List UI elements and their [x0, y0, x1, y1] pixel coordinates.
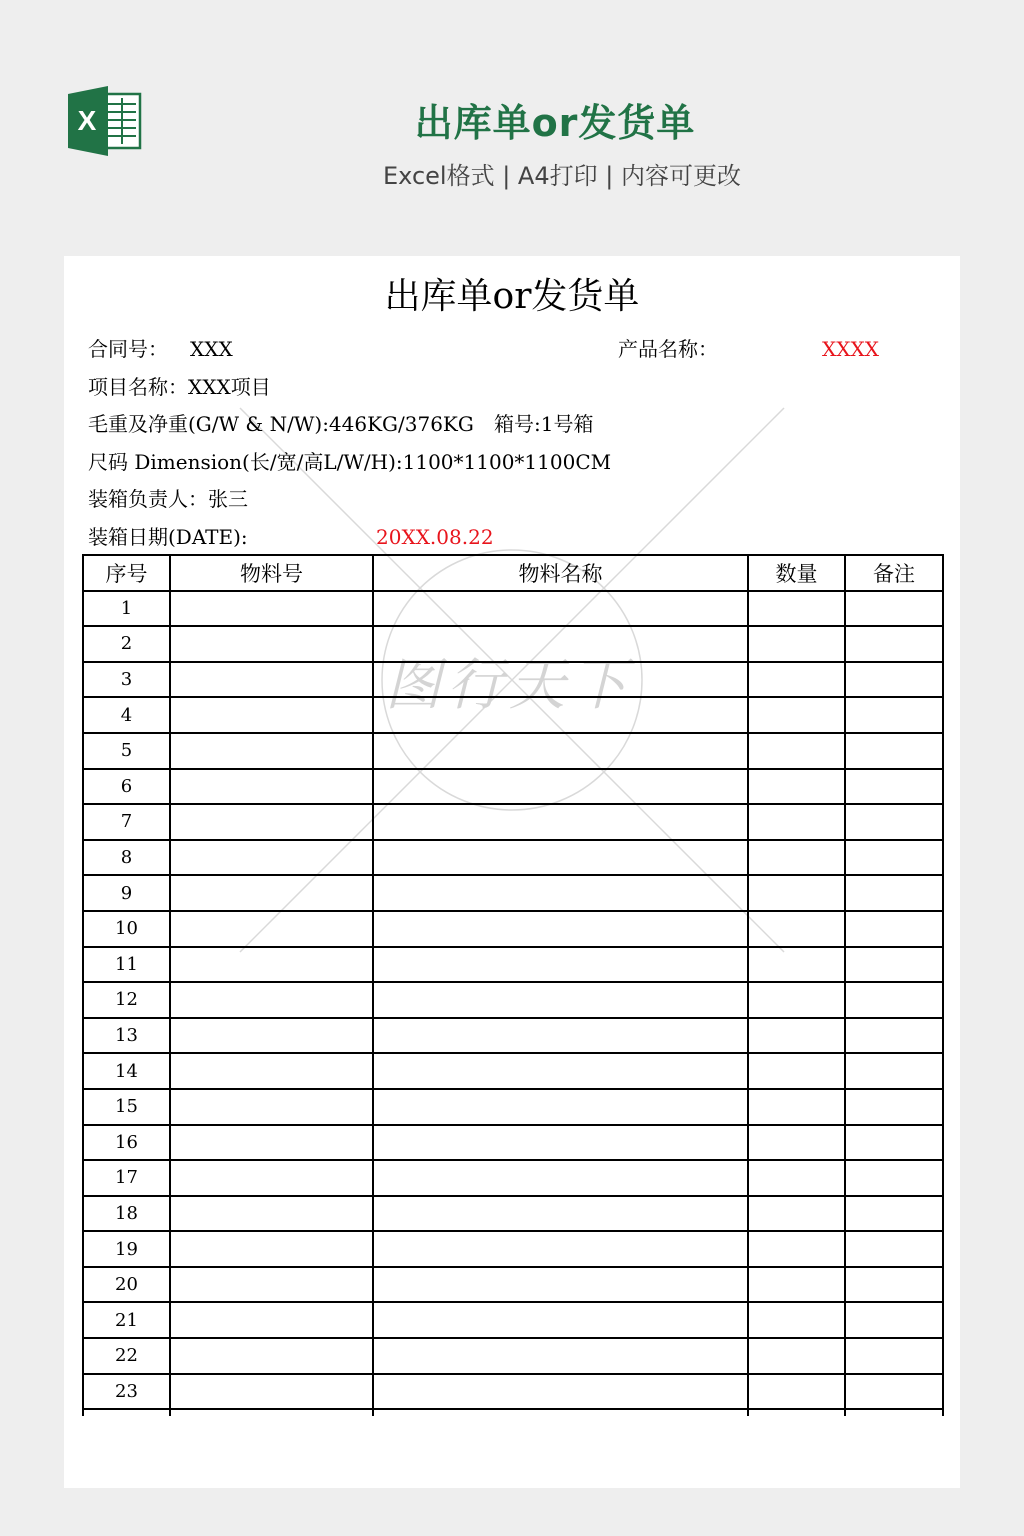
quantity-cell[interactable] — [748, 1053, 845, 1089]
remarks-cell[interactable] — [845, 662, 943, 698]
partial-cell — [845, 1409, 943, 1416]
remarks-cell[interactable] — [845, 1125, 943, 1161]
table-row — [83, 591, 943, 627]
table-row — [83, 1160, 943, 1196]
table-row — [83, 1338, 943, 1374]
table-row — [83, 769, 943, 805]
table-row — [83, 1089, 943, 1125]
packer-line: 装箱负责人：张三 — [88, 487, 248, 511]
row-index: 19 — [83, 1231, 170, 1267]
row-index: 20 — [83, 1267, 170, 1303]
row-index: 17 — [83, 1160, 170, 1196]
table-row — [83, 662, 943, 698]
material-name-cell[interactable] — [373, 1089, 748, 1125]
material-name-cell[interactable] — [373, 1338, 748, 1374]
material-no-cell[interactable] — [170, 1338, 373, 1374]
watermark-text: 图行天下 — [385, 653, 633, 718]
quantity-cell[interactable] — [748, 662, 845, 698]
row-index: 1 — [83, 591, 170, 627]
row-index: 4 — [83, 697, 170, 733]
remarks-cell[interactable] — [845, 1018, 943, 1054]
material-name-cell[interactable] — [373, 1267, 748, 1303]
material-name-cell[interactable] — [373, 591, 748, 627]
table-row — [83, 875, 943, 911]
remarks-cell[interactable] — [845, 769, 943, 805]
table-row — [83, 804, 943, 840]
material-name-cell[interactable] — [373, 626, 748, 662]
table-row — [83, 1018, 943, 1054]
material-no-cell[interactable] — [170, 875, 373, 911]
row-index: 16 — [83, 1125, 170, 1161]
partial-cell — [373, 1409, 748, 1416]
row-index: 21 — [83, 1302, 170, 1338]
material-name-cell[interactable] — [373, 804, 748, 840]
table-header-row — [83, 555, 943, 591]
table-row — [83, 982, 943, 1018]
material-no-cell[interactable] — [170, 626, 373, 662]
header-index: 序号 — [83, 555, 170, 591]
material-name-cell[interactable] — [373, 1374, 748, 1410]
table-row — [83, 697, 943, 733]
remarks-cell[interactable] — [845, 982, 943, 1018]
material-name-cell[interactable] — [373, 1231, 748, 1267]
material-no-cell[interactable] — [170, 804, 373, 840]
quantity-cell[interactable] — [748, 947, 845, 983]
quantity-cell[interactable] — [748, 1089, 845, 1125]
row-index: 10 — [83, 911, 170, 947]
quantity-cell[interactable] — [748, 804, 845, 840]
material-no-cell[interactable] — [170, 1018, 373, 1054]
quantity-cell[interactable] — [748, 1374, 845, 1410]
material-name-cell[interactable] — [373, 1125, 748, 1161]
banner-subtitle: Excel格式 | A4打印 | 内容可更改 — [383, 162, 741, 190]
material-name-cell[interactable] — [373, 1160, 748, 1196]
table-row — [83, 1125, 943, 1161]
remarks-cell[interactable] — [845, 1160, 943, 1196]
material-name-cell[interactable] — [373, 947, 748, 983]
quantity-cell[interactable] — [748, 1160, 845, 1196]
material-name-cell[interactable] — [373, 1196, 748, 1232]
quantity-cell[interactable] — [748, 840, 845, 876]
table-row — [83, 1302, 943, 1338]
remarks-cell[interactable] — [845, 733, 943, 769]
document-title: 出库单or发货单 — [384, 276, 640, 317]
remarks-cell[interactable] — [845, 626, 943, 662]
material-name-cell[interactable] — [373, 1302, 748, 1338]
remarks-cell[interactable] — [845, 1089, 943, 1125]
quantity-cell[interactable] — [748, 1125, 845, 1161]
row-index: 2 — [83, 626, 170, 662]
partial-cell — [83, 1409, 170, 1416]
product-label: 产品名称： — [618, 337, 718, 361]
row-index: 7 — [83, 804, 170, 840]
remarks-cell[interactable] — [845, 591, 943, 627]
date-value: 20XX.08.22 — [376, 525, 494, 549]
items-table — [82, 554, 944, 1416]
table-row — [83, 840, 943, 876]
quantity-cell[interactable] — [748, 591, 845, 627]
table-row — [83, 1231, 943, 1267]
material-name-cell[interactable] — [373, 911, 748, 947]
material-no-cell[interactable] — [170, 1089, 373, 1125]
material-name-cell[interactable] — [373, 697, 748, 733]
material-no-cell[interactable] — [170, 733, 373, 769]
quantity-cell[interactable] — [748, 911, 845, 947]
material-no-cell[interactable] — [170, 1302, 373, 1338]
material-no-cell[interactable] — [170, 662, 373, 698]
material-name-cell[interactable] — [373, 1018, 748, 1054]
weight-line: 毛重及净重(G/W & N/W):446KG/376KG — [88, 412, 474, 436]
material-no-cell[interactable] — [170, 911, 373, 947]
document-sheet — [64, 256, 960, 1488]
remarks-cell[interactable] — [845, 1196, 943, 1232]
row-index: 15 — [83, 1089, 170, 1125]
dimension-line: 尺码 Dimension(长/宽/高L/W/H):1100*1100*1100CM — [88, 450, 612, 474]
header-material-no: 物料号 — [170, 555, 373, 591]
quantity-cell[interactable] — [748, 1267, 845, 1303]
row-index: 6 — [83, 769, 170, 805]
remarks-cell[interactable] — [845, 1267, 943, 1303]
quantity-cell[interactable] — [748, 875, 845, 911]
material-no-cell[interactable] — [170, 591, 373, 627]
svg-text:X: X — [77, 105, 97, 136]
row-index: 5 — [83, 733, 170, 769]
quantity-cell[interactable] — [748, 769, 845, 805]
row-index: 12 — [83, 982, 170, 1018]
remarks-cell[interactable] — [845, 875, 943, 911]
quantity-cell[interactable] — [748, 1196, 845, 1232]
table-row — [83, 626, 943, 662]
partial-cell — [170, 1409, 373, 1416]
quantity-cell[interactable] — [748, 1231, 845, 1267]
table-row — [83, 1267, 943, 1303]
row-index: 23 — [83, 1374, 170, 1410]
row-index: 9 — [83, 875, 170, 911]
remarks-cell[interactable] — [845, 840, 943, 876]
header-material-name: 物料名称 — [373, 555, 748, 591]
row-index: 11 — [83, 947, 170, 983]
material-name-cell[interactable] — [373, 662, 748, 698]
material-no-cell[interactable] — [170, 1160, 373, 1196]
material-no-cell[interactable] — [170, 1374, 373, 1410]
material-no-cell[interactable] — [170, 1231, 373, 1267]
material-name-cell[interactable] — [373, 733, 748, 769]
box-line: 箱号:1号箱 — [494, 412, 594, 436]
quantity-cell[interactable] — [748, 733, 845, 769]
remarks-cell[interactable] — [845, 911, 943, 947]
contract-label: 合同号： — [88, 337, 168, 361]
material-no-cell[interactable] — [170, 840, 373, 876]
remarks-cell[interactable] — [845, 1374, 943, 1410]
quantity-cell[interactable] — [748, 697, 845, 733]
project-line: 项目名称：XXX项目 — [88, 375, 271, 399]
row-index: 8 — [83, 840, 170, 876]
product-value: XXXX — [822, 337, 879, 361]
header-remarks: 备注 — [845, 555, 943, 591]
remarks-cell[interactable] — [845, 1053, 943, 1089]
material-no-cell[interactable] — [170, 982, 373, 1018]
row-index: 3 — [83, 662, 170, 698]
row-index: 18 — [83, 1196, 170, 1232]
partial-cell — [748, 1409, 845, 1416]
remarks-cell[interactable] — [845, 1231, 943, 1267]
banner-title: 出库单or发货单 — [414, 101, 696, 145]
material-no-cell[interactable] — [170, 1125, 373, 1161]
material-name-cell[interactable] — [373, 1053, 748, 1089]
table-row — [83, 1053, 943, 1089]
table-row-partial — [83, 1409, 943, 1416]
row-index: 14 — [83, 1053, 170, 1089]
row-index: 13 — [83, 1018, 170, 1054]
header-quantity: 数量 — [748, 555, 845, 591]
material-no-cell[interactable] — [170, 947, 373, 983]
material-name-cell[interactable] — [373, 840, 748, 876]
quantity-cell[interactable] — [748, 1018, 845, 1054]
material-name-cell[interactable] — [373, 769, 748, 805]
quantity-cell[interactable] — [748, 1338, 845, 1374]
material-no-cell[interactable] — [170, 1053, 373, 1089]
table-row — [83, 1196, 943, 1232]
remarks-cell[interactable] — [845, 947, 943, 983]
table-row — [83, 911, 943, 947]
contract-value: XXX — [190, 337, 233, 361]
material-no-cell[interactable] — [170, 697, 373, 733]
date-label: 装箱日期(DATE): — [88, 525, 248, 549]
remarks-cell[interactable] — [845, 1302, 943, 1338]
remarks-cell[interactable] — [845, 697, 943, 733]
material-no-cell[interactable] — [170, 1267, 373, 1303]
quantity-cell[interactable] — [748, 982, 845, 1018]
material-name-cell[interactable] — [373, 875, 748, 911]
quantity-cell[interactable] — [748, 626, 845, 662]
table-row — [83, 947, 943, 983]
quantity-cell[interactable] — [748, 1302, 845, 1338]
table-row — [83, 733, 943, 769]
material-no-cell[interactable] — [170, 1196, 373, 1232]
table-row — [83, 1374, 943, 1410]
material-no-cell[interactable] — [170, 769, 373, 805]
remarks-cell[interactable] — [845, 804, 943, 840]
row-index: 22 — [83, 1338, 170, 1374]
material-name-cell[interactable] — [373, 982, 748, 1018]
remarks-cell[interactable] — [845, 1338, 943, 1374]
